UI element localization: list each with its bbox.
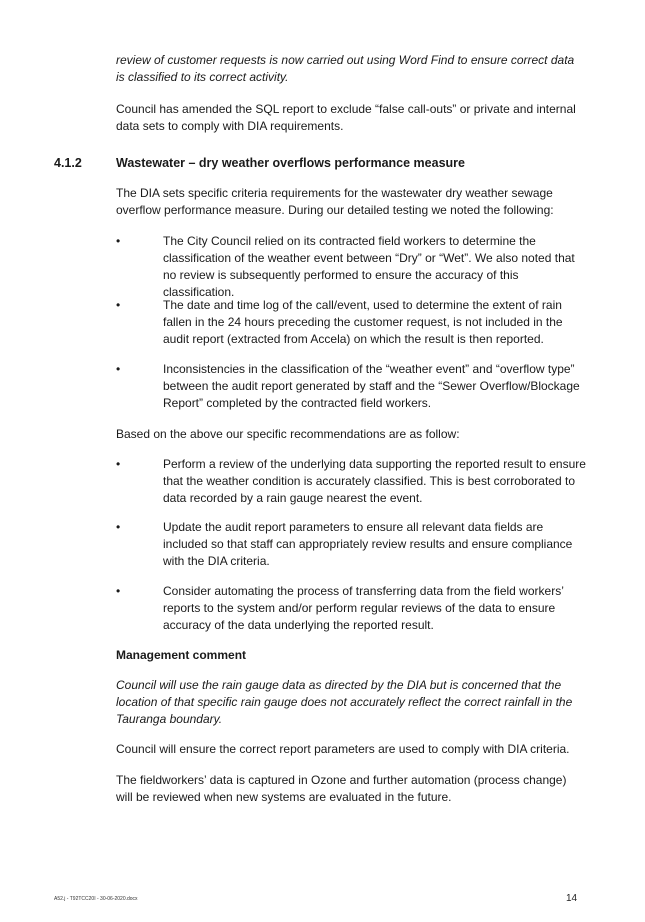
recommendations-intro: Based on the above our specific recommendations are as follow: <box>116 427 460 441</box>
recommendation-item: Consider automating the process of transferring data from the field workers’ reports to the system and/or perform regular reviews of the data to ensure accuracy of the data underlying the reported result. <box>163 584 564 632</box>
sql-report-paragraph: Council has amended the SQL report to exclude “false call-outs” or private and internal data sets to comply with DIA requirements. <box>116 102 576 133</box>
page-number: 14 <box>566 893 578 904</box>
finding-item: Inconsistencies in the classification of the “weather event” and “overflow type” between the audit report generated by staff and the “Sewer Overflow/Blockage Report” completed by the contracted field workers. <box>163 362 580 410</box>
recommendation-item: Update the audit report parameters to ensure all relevant data fields are included so that staff can appropriately review results and ensure compliance with the DIA criteria. <box>163 520 573 568</box>
intro-italic-paragraph: review of customer requests is now carried out using Word Find to ensure correct data is classified to its correct activity. <box>116 53 575 84</box>
bullet-symbol: • <box>116 520 121 534</box>
section-title: Wastewater – dry weather overflows performance measure <box>116 156 465 170</box>
section-intro-paragraph: The DIA sets specific criteria requirements for the wastewater dry weather sewage overflow performance measure. During our detailed testing we noted the following: <box>116 186 554 217</box>
bullet-symbol: • <box>116 298 121 312</box>
finding-item: The date and time log of the call/event, used to determine the extent of rain fallen in the 24 hours preceding the customer request, is not included in the audit report (extracted from Accela) on which the result is then reported. <box>163 298 563 346</box>
bullet-symbol: • <box>116 584 121 598</box>
footer-reference: A52.j - T92TCC20I - 30-06-2020.docx <box>54 896 138 902</box>
bullet-symbol: • <box>116 457 121 471</box>
section-number: 4.1.2 <box>54 156 82 170</box>
management-comment-italic: Council will use the rain gauge data as directed by the DIA but is concerned that the location of that specific rain gauge does not accurately reflect the correct rainfall in the Tauranga boundary. <box>116 678 573 726</box>
management-comment-3: The fieldworkers’ data is captured in Ozone and further automation (process change) will be reviewed when new systems are evaluated in the future. <box>116 773 567 804</box>
bullet-symbol: • <box>116 234 121 248</box>
recommendation-item: Perform a review of the underlying data supporting the reported result to ensure that the weather condition is accurately classified. This is best corroborated to data recorded by a rain gauge nearest the event. <box>163 457 586 505</box>
bullet-symbol: • <box>116 362 121 376</box>
management-comment-2: Council will ensure the correct report parameters are used to comply with DIA criteria. <box>116 742 570 756</box>
management-heading: Management comment <box>116 648 247 662</box>
finding-item: The City Council relied on its contracted field workers to determine the classification of the weather event between “Dry” or “Wet”. We also noted that no review is subsequently performed to ensure the accuracy of this classification. <box>163 234 575 299</box>
